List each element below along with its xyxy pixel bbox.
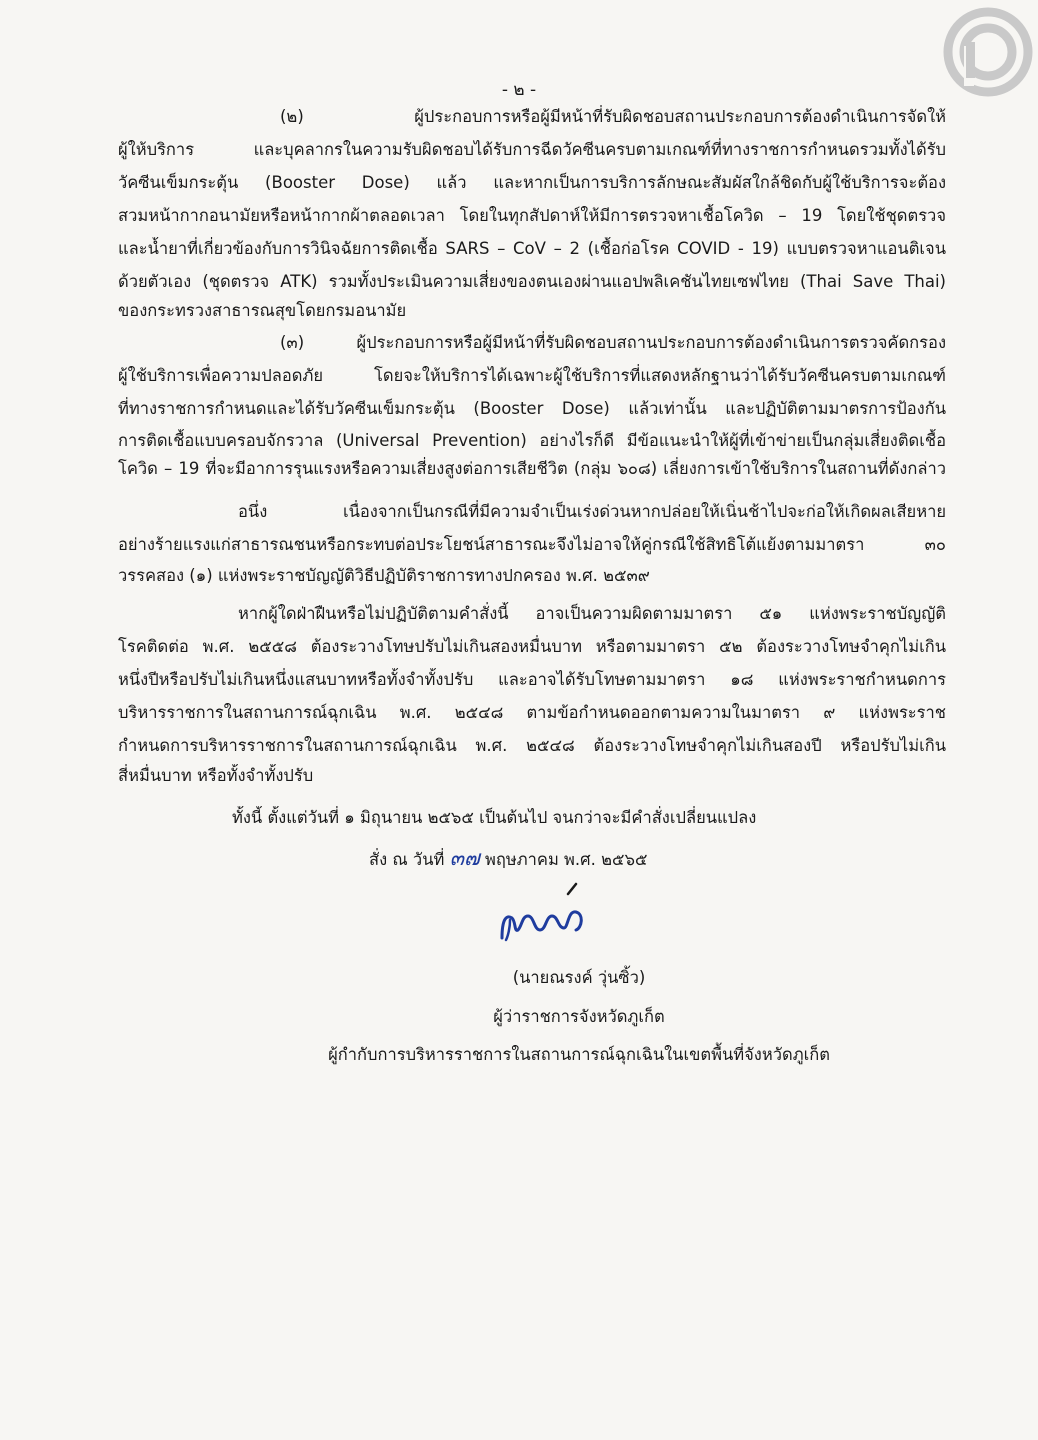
para2-line: สวมหน้ากากอนามัยหรือหน้ากากผ้าตลอดเวลา โดยในทุกสัปดาห์ให้มีการตรวจหาเชื้อโควิด – 19 โดยใช้ชุดตรวจ <box>118 206 946 225</box>
para2-line: และน้ำยาที่เกี่ยวข้องกับการวินิจฉัยการติดเชื้อ SARS – CoV – 2 (เชื้อก่อโรค COVID - 19) แบบตรวจหาแอนติเจน <box>118 239 946 258</box>
para5-line: บริหารราชการในสถานการณ์ฉุกเฉิน พ.ศ. ๒๕๔๘ ตามข้อกำหนดออกตามความในมาตรา ๙ แห่งพระราช <box>118 703 946 722</box>
signer-name: (นายณรงค์ วุ่นซิ้ว) <box>512 968 646 987</box>
para3-line: ผู้ใช้บริการเพื่อความปลอดภัย โดยจะให้บริการได้เฉพาะผู้ใช้บริการที่แสดงหลักฐานว่าได้รับวัคซีนครบตามเกณฑ์ <box>118 366 946 385</box>
para2-line: (๒) ผู้ประกอบการหรือผู้มีหน้าที่รับผิดชอบสถานประกอบการต้องดำเนินการจัดให้ <box>280 107 946 126</box>
ordered-day-handwritten: ๓๗ <box>449 846 480 870</box>
ordered-prefix: สั่ง ณ วันที่ <box>369 850 445 869</box>
para4-line: อย่างร้ายแรงแก่สาธารณชนหรือกระทบต่อประโยชน์สาธารณะจึงไม่อาจให้คู่กรณีใช้สิทธิโต้แย้งตามมาตรา ๓๐ <box>118 535 946 554</box>
effective-date-line: ทั้งนี้ ตั้งแต่วันที่ ๑ มิถุนายน ๒๕๖๕ เป็นต้นไป จนกว่าจะมีคำสั่งเปลี่ยนแปลง <box>232 808 757 827</box>
para2-line: ของกระทรวงสาธารณสุขโดยกรมอนามัย <box>118 301 407 320</box>
ordered-date-line <box>369 846 647 872</box>
para3-line: โควิด – 19 ที่จะมีอาการรุนแรงหรือความเสี่ยงสูงต่อการเสียชีวิต (กลุ่ม ๖๐๘) เลี่ยงการเข้าใช้บริการในสถานที่ดังกล่าว <box>118 459 946 478</box>
para2-line: ผู้ให้บริการ และบุคลากรในความรับผิดชอบได้รับการฉีดวัคซีนครบตามเกณฑ์ที่ทางราชการกำหนดรวมทั้งได้รับ <box>118 140 946 159</box>
para5-line: หนึ่งปีหรือปรับไม่เกินหนึ่งแสนบาทหรือทั้งจำทั้งปรับ และอาจได้รับโทษตามมาตรา ๑๘ แห่งพระราชกำหนดการ <box>118 670 946 689</box>
page-number: - ๒ - <box>501 80 537 100</box>
para4-line: อนึ่ง เนื่องจากเป็นกรณีที่มีความจำเป็นเร่งด่วนหากปล่อยให้เนิ่นช้าไปจะก่อให้เกิดผลเสียหาย <box>238 502 946 521</box>
para4-line: วรรคสอง (๑) แห่งพระราชบัญญัติวิธีปฏิบัติราชการทางปกครอง พ.ศ. ๒๕๓๙ <box>118 566 650 585</box>
governor-signature <box>488 880 608 950</box>
ordered-suffix: พฤษภาคม พ.ศ. ๒๕๖๕ <box>485 850 648 869</box>
para3-line: (๓) ผู้ประกอบการหรือผู้มีหน้าที่รับผิดชอบสถานประกอบการต้องดำเนินการตรวจคัดกรอง <box>280 333 946 352</box>
para5-line: โรคติดต่อ พ.ศ. ๒๕๕๘ ต้องระวางโทษปรับไม่เกินสองหมื่นบาท หรือตามมาตรา ๕๒ ต้องระวางโทษจำคุกไม่เกิน <box>118 637 946 656</box>
para5-line: กำหนดการบริหารราชการในสถานการณ์ฉุกเฉิน พ.ศ. ๒๕๔๘ ต้องระวางโทษจำคุกไม่เกินสองปี หรือปรับไม่เกิน <box>118 736 946 755</box>
para2-line: วัคซีนเข็มกระตุ้น (Booster Dose) แล้ว และหากเป็นการบริการลักษณะสัมผัสใกล้ชิดกับผู้ใช้บริการจะต้อง <box>118 173 946 192</box>
para3-line: การติดเชื้อแบบครอบจักรวาล (Universal Prevention) อย่างไรก็ดี มีข้อแนะนำให้ผู้ที่เข้าข่ายเป็นกลุ่มเสี่ยงติดเชื้อ <box>118 431 946 450</box>
para5-line: หากผู้ใดฝ่าฝืนหรือไม่ปฏิบัติตามคำสั่งนี้ อาจเป็นความผิดตามมาตรา ๕๑ แห่งพระราชบัญญัติ <box>238 604 946 623</box>
signer-role: ผู้กำกับการบริหารราชการในสถานการณ์ฉุกเฉินในเขตพื้นที่จังหวัดภูเก็ต <box>328 1045 830 1064</box>
para3-line: ที่ทางราชการกำหนดและได้รับวัคซีนเข็มกระตุ้น (Booster Dose) แล้วเท่านั้น และปฏิบัติตามมาตรการป้องกัน <box>118 399 946 418</box>
para5-line: สี่หมื่นบาท หรือทั้งจำทั้งปรับ <box>118 766 314 785</box>
signer-title: ผู้ว่าราชการจังหวัดภูเก็ต <box>493 1007 665 1026</box>
para2-line: ด้วยตัวเอง (ชุดตรวจ ATK) รวมทั้งประเมินความเสี่ยงของตนเองผ่านแอปพลิเคชันไทยเซฟไทย (Thai Save Thai) <box>118 272 946 291</box>
